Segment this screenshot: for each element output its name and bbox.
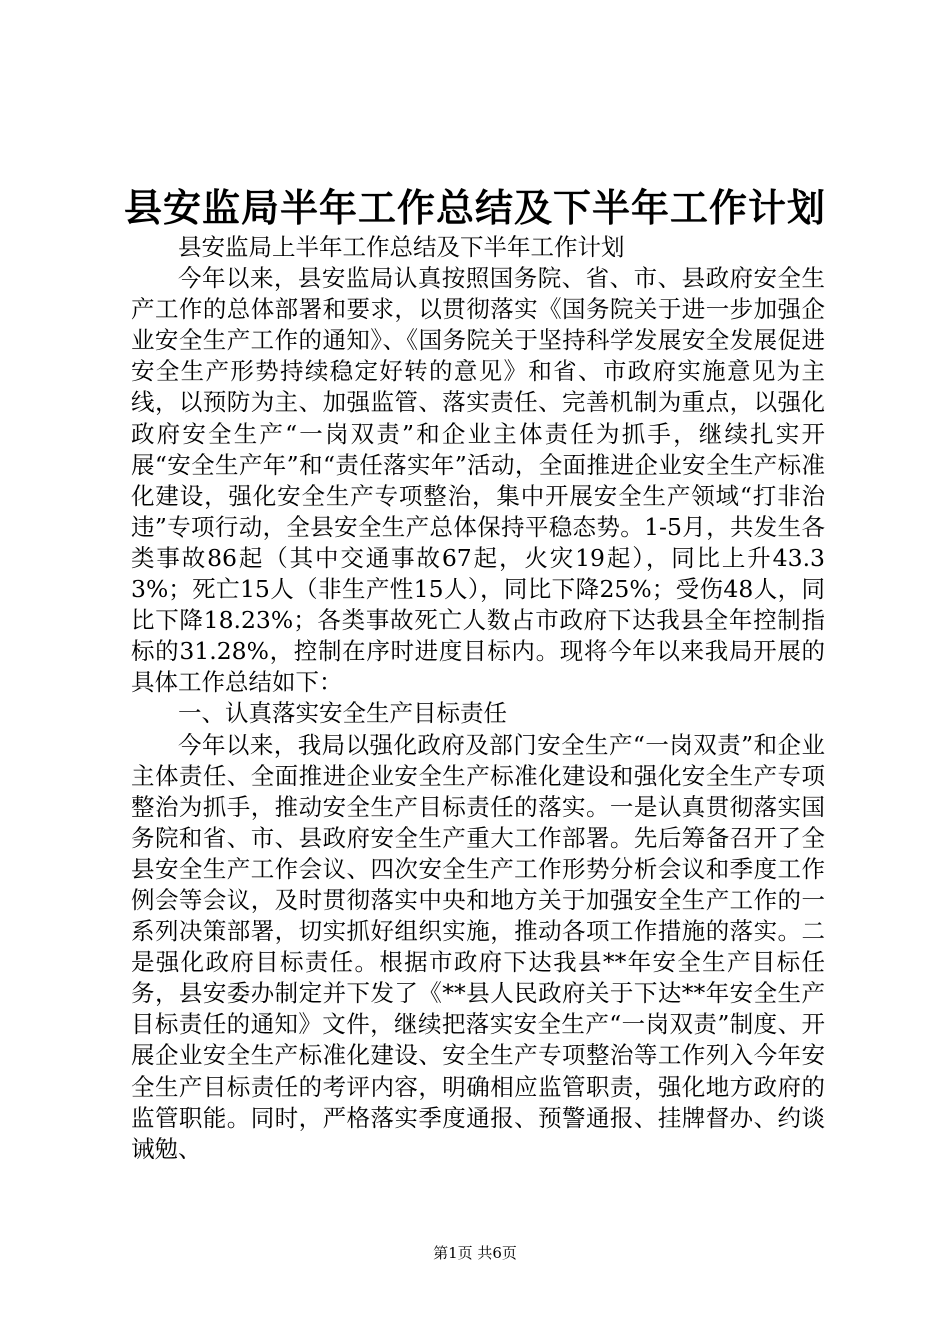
document-body — [131, 232, 825, 1165]
section-paragraph: 今年以来，我局以强化政府及部门安全生产“一岗双责”和企业主体责任、全面推进企业安全生产标准化建设和强化安全生产专项整治为抓手，推动安全生产目标责任的落实。一是认真贯彻落实国务院和省、市、县政府安全生产重大工作部署。先后筹备召开了全县安全生产工作会议、四次安全生产工作形势分析会议和季度工作例会等会议，及时贯彻落实中央和地方关于加强安全生产工作的一系列决策部署，切实抓好组织实施，推动各项工作措施的落实。二是强化政府目标责任。根据市政府下达我县**年安全生产目标任务，县安委办制定并下发了《**县人民政府关于下达**年安全生产目标责任的通知》文件，继续把落实安全生产“一岗双责”制度、开展企业安全生产标准化建设、安全生产专项整治等工作列入今年安全生产目标责任的考评内容，明确相应监管职责，强化地方政府的监管职能。同时，严格落实季度通报、预警通报、挂牌督办、约谈诫勉、 — [131, 730, 825, 1163]
subtitle-paragraph: 县安监局上半年工作总结及下半年工作计划 — [178, 233, 625, 261]
intro-paragraph: 今年以来，县安监局认真按照国务院、省、市、县政府安全生产工作的总体部署和要求，以贯彻落实《国务院关于进一步加强企业安全生产工作的通知》、《国务院关于坚持科学发展安全发展促进安全生产形势持续稳定好转的意见》和省、市政府实施意见为主线，以预防为主、加强监管、落实责任、完善机制为重点，以强化政府安全生产“一岗双责”和企业主体责任为抓手，继续扎实开展“安全生产年”和“责任落实年”活动，全面推进企业安全生产标准化建设，强化安全生产专项整治，集中开展安全生产领域“打非治违”专项行动，全县安全生产总体保持平稳态势。1-5月，共发生各类事故86起（其中交通事故67起，火灾19起），同比上升43.33%；死亡15人（非生产性15人），同比下降25%；受伤48人，同比下降18.23%；各类事故死亡人数占市政府下达我县全年控制指标的31.28%，控制在序时进度目标内。现将今年以来我局开展的具体工作总结如下： — [131, 264, 825, 697]
section-heading: 一、认真落实安全生产目标责任 — [178, 699, 507, 728]
page-number-footer: 第1页 共6页 — [433, 1244, 517, 1262]
document-title: 县安监局半年工作总结及下半年工作计划 — [123, 185, 826, 230]
